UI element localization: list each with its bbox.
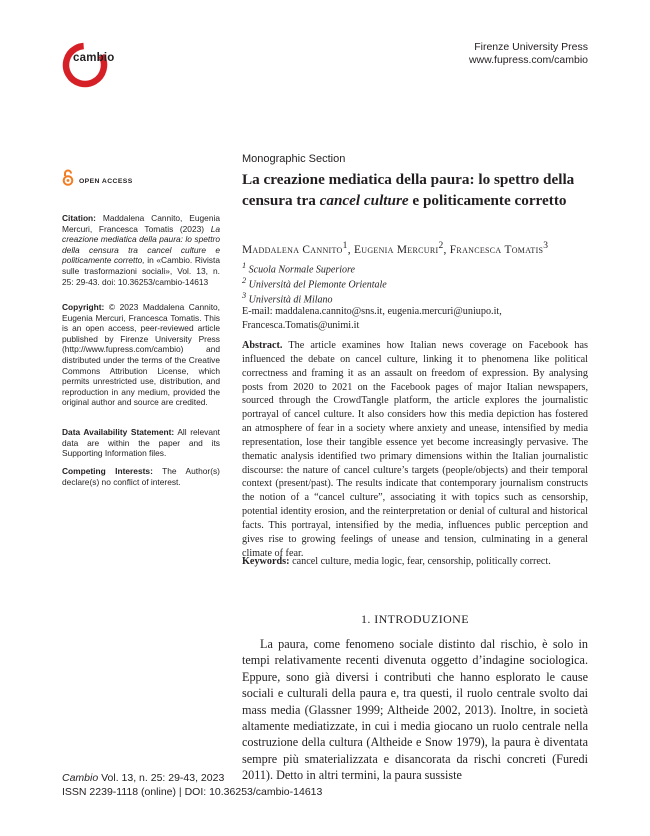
- competing-interests-block: [62, 466, 220, 487]
- section-label: Monographic Section: [242, 153, 346, 165]
- title-part2: e politicamente corretto: [408, 191, 567, 209]
- email-addresses[interactable]: maddalena.cannito@sns.it, eugenia.mercuri@uniupo.it, Francesca.Tomatis@unimi.it: [242, 306, 502, 331]
- keywords-text: cancel culture, media logic, fear, censorship, politically correct.: [292, 556, 551, 567]
- section-heading: 1. INTRODUZIONE: [361, 612, 469, 626]
- copyright-label: Copyright:: [62, 302, 105, 312]
- affiliation-text: Università di Milano: [248, 294, 333, 306]
- citation-authors: Maddalena Cannito, Eugenia Mercuri, Francesca Tomatis (2023): [62, 213, 220, 234]
- author-name: Francesca Tomatis: [449, 243, 544, 256]
- title-part1: La creazione mediatica della paura: lo spettro della censura tra: [242, 171, 575, 209]
- copyright-text: © 2023 Maddalena Cannito, Eugenia Mercuri, Francesca Tomatis. This is an open access, peer-reviewed article published by Firenze University Press (http://www.fupress.com/cambio) and distributed under the terms of the Creative Commons Attribution License, which permits unrestricted use, distribution, and reproduction in any medium, provided the original author and source are credited.: [62, 302, 221, 408]
- copyright-block: [62, 302, 220, 408]
- affiliation-sup: 2: [242, 276, 247, 285]
- open-access-label: OPEN ACCESS: [79, 178, 133, 185]
- author-name: Maddalena Cannito: [242, 243, 343, 256]
- cambio-logo: [62, 42, 108, 88]
- author-list: Maddalena Cannito$^1$, Eugenia Mercuri$^2$, Francesca Tomatis$^3$: [242, 241, 549, 256]
- journal-name: Cambio: [62, 772, 99, 784]
- affiliation-text: Scuola Normale Superiore: [248, 264, 355, 276]
- citation-title: La creazione mediatica della paura: lo spettro della censura tra cancel culture e politicamente corretto,: [62, 223, 221, 266]
- affiliation: [242, 291, 333, 305]
- logo-text: cambio: [73, 52, 115, 64]
- author-sup: 2: [438, 241, 444, 251]
- publisher-url[interactable]: www.fupress.com/cambio: [468, 54, 588, 66]
- title-italic: cancel culture: [319, 191, 409, 209]
- author-name: Eugenia Mercuri: [354, 243, 439, 256]
- affiliation-sup: 1: [242, 261, 247, 270]
- affiliation: [242, 261, 355, 275]
- availability-label: Data Availability Statement:: [62, 427, 175, 437]
- issn-doi: ISSN 2239-1118 (online) | DOI: 10.36253/cambio-14613: [62, 786, 323, 798]
- affiliation-sup: 3: [242, 291, 247, 300]
- article-title: [242, 170, 602, 211]
- abstract-text: The article examines how Italian news coverage on Facebook has influenced the debate on cancel culture, linking it to phenomena like political correctness and framing it as an assault on freedom of expression. By analysing posts from 2020 to 2021 on the Facebook pages of major Italian newspapers, sourced through the CrowdTangle platform, the article explores the journalistic portrayal of cancel culture. It also considers how this media depiction has fostered an atmosphere of fear in a society where anxiety and unease, intensified by media representation, lose their tangible essence yet become increasingly pervasive. The thematic analysis identified two primary dimensions within the Italian journalistic discourse: the nature of cancel culture’s targets (people/objects) and their temporal context (present/past). The results indicate that contemporary journalism constructs the notion of a “cancel culture”, associating it with topics such as censorship, potential identity erosion, and the reinterpretation or denial of cultural and historical facts. This portrayal, intensified by the media, influences public perception and gives rise to growing feelings of unease and tension, culminating in a general climate of fear.: [242, 340, 588, 559]
- journal-citation: [62, 772, 224, 784]
- publisher-info: [469, 41, 588, 67]
- author-sup: 1: [342, 241, 348, 251]
- keywords-label: Keywords:: [242, 556, 290, 567]
- abstract: [242, 339, 588, 561]
- competing-label: Competing Interests:: [62, 466, 153, 476]
- publisher-name: Firenze University Press: [474, 41, 588, 53]
- body-paragraph: La paura, come fenomeno sociale distinto dal rischio, è solo in tempi relativamente recenti divenuta oggetto d’indagine sociologica. Eppure, sono già diversi i contributi che hanno esplorato le cause sociali e culturali della paura e, tra questi, il ruolo centrale svolto dai mass media (Glassner 1999; Altheide 2002, 2013). Inoltre, in società altamente mediatizzate, in cui i media giocano un ruolo centrale nella costruzione della cultura (Altheide e Snow 1979), la paura è diventata sempre più smaterializzata e disancorata da rischi concreti (Furedi 2011). Detto in altri termini, la paura sussiste: [242, 637, 588, 783]
- journal-volume: Vol. 13, n. 25: 29-43, 2023: [101, 772, 225, 784]
- competing-text: The Author(s) declare(s) no conflict of interest.: [62, 466, 220, 487]
- citation-rest: in «Cambio. Rivista sulle trasformazioni sociali», Vol. 13, n. 25: 29-43. doi: 10.36253/cambio-14613: [62, 255, 220, 287]
- author-sup: 3: [543, 241, 549, 251]
- open-access-icon: [62, 169, 74, 186]
- citation-block: [62, 213, 220, 287]
- email-line: [242, 305, 588, 333]
- data-availability-block: [62, 427, 220, 459]
- abstract-label: Abstract.: [242, 340, 283, 351]
- affiliation-text: Università del Piemonte Orientale: [248, 279, 387, 291]
- citation-label: Citation:: [62, 213, 96, 223]
- affiliation: [242, 276, 387, 290]
- keywords: [242, 556, 588, 567]
- availability-text: All relevant data are within the paper and its Supporting Information files.: [62, 427, 220, 459]
- email-label: E-mail:: [242, 306, 273, 317]
